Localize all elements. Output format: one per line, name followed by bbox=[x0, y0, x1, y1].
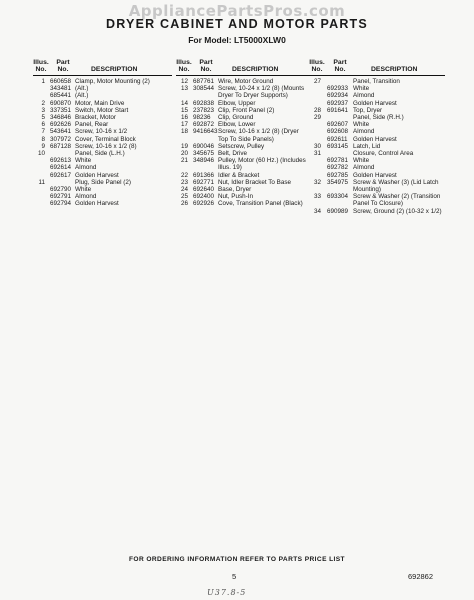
illus-number: 1 bbox=[41, 78, 45, 85]
illus-number: 24 bbox=[180, 186, 188, 194]
parts-column-1 bbox=[33, 58, 172, 208]
header-part: Part No. bbox=[56, 58, 70, 74]
parts-row bbox=[33, 136, 172, 143]
part-number: 687128 bbox=[50, 142, 72, 150]
part-description: Almond bbox=[353, 92, 375, 100]
illus-number: 34 bbox=[313, 207, 321, 215]
parts-row bbox=[309, 85, 445, 92]
part-description: (Alt.) bbox=[75, 92, 89, 100]
part-number: 692782 bbox=[327, 164, 349, 172]
parts-row bbox=[309, 157, 445, 164]
parts-row bbox=[309, 100, 445, 107]
parts-row bbox=[176, 193, 310, 200]
illus-number: 2 bbox=[41, 99, 45, 107]
parts-row bbox=[309, 143, 445, 150]
part-description: White bbox=[75, 157, 92, 165]
parts-row bbox=[176, 157, 310, 171]
part-description: Golden Harvest bbox=[353, 99, 397, 107]
parts-row bbox=[176, 200, 310, 207]
part-number: 692781 bbox=[327, 157, 349, 165]
part-description: Golden Harvest bbox=[353, 171, 397, 179]
parts-row bbox=[176, 128, 310, 142]
part-description: Nut, Idler Bracket To Base bbox=[218, 178, 292, 186]
part-description: Clamp, Motor Mounting (2) bbox=[75, 78, 150, 85]
illus-number: 17 bbox=[180, 121, 188, 129]
part-description: (Alt.) bbox=[75, 85, 89, 93]
part-description: Bracket, Motor bbox=[75, 114, 116, 122]
illus-number: 13 bbox=[180, 85, 188, 93]
part-number: 348946 bbox=[193, 157, 215, 165]
part-number: 343481 bbox=[50, 85, 72, 93]
part-description: Nut, Push-In bbox=[218, 193, 253, 201]
illus-number: 29 bbox=[313, 114, 321, 122]
illus-number: 32 bbox=[313, 178, 321, 186]
parts-row bbox=[309, 164, 445, 171]
parts-row bbox=[309, 208, 445, 215]
parts-column-2 bbox=[176, 58, 310, 208]
part-description: Belt, Drive bbox=[218, 150, 248, 158]
part-number: 692926 bbox=[193, 200, 215, 208]
illus-number: 14 bbox=[180, 99, 188, 107]
illus-number: 7 bbox=[41, 128, 45, 136]
handwritten-note: U37.8-5 bbox=[207, 588, 247, 597]
header-part: Part No. bbox=[333, 58, 347, 74]
part-number: 660658 bbox=[50, 78, 72, 85]
column-header bbox=[33, 58, 172, 76]
part-number: 237823 bbox=[193, 106, 215, 114]
part-description: White bbox=[353, 85, 370, 93]
part-number: 354975 bbox=[327, 178, 349, 186]
part-description: Almond bbox=[353, 128, 375, 136]
parts-row bbox=[309, 128, 445, 135]
part-number: 692607 bbox=[327, 121, 349, 129]
part-number: 692838 bbox=[193, 99, 215, 107]
part-description: White bbox=[353, 157, 370, 165]
header-description: DESCRIPTION bbox=[371, 66, 418, 74]
column-header bbox=[176, 58, 310, 76]
part-description: Motor, Main Drive bbox=[75, 99, 125, 107]
part-description: Closure, Control Area bbox=[353, 150, 414, 158]
parts-row bbox=[33, 157, 172, 164]
header-illus: Illus. No. bbox=[176, 58, 192, 74]
part-number: 692934 bbox=[327, 92, 349, 100]
parts-row bbox=[176, 150, 310, 157]
illus-number: 28 bbox=[313, 106, 321, 114]
part-number: 692794 bbox=[50, 200, 72, 208]
part-number: 690989 bbox=[327, 207, 349, 215]
parts-row bbox=[309, 107, 445, 114]
part-number: 692872 bbox=[193, 121, 215, 129]
part-description: Screw & Washer (3) (Lid Latch Mounting) bbox=[353, 178, 439, 194]
parts-row bbox=[176, 100, 310, 107]
part-number: 9416643 bbox=[193, 128, 218, 136]
header-illus: Illus. No. bbox=[33, 58, 49, 74]
illus-number: 27 bbox=[313, 78, 321, 85]
parts-row bbox=[176, 78, 310, 85]
part-description: White bbox=[75, 186, 92, 194]
illus-number: 15 bbox=[180, 106, 188, 114]
illus-number: 26 bbox=[180, 200, 188, 208]
parts-row bbox=[309, 136, 445, 143]
parts-row bbox=[176, 107, 310, 114]
part-number: 685441 bbox=[50, 92, 72, 100]
illus-number: 21 bbox=[180, 157, 188, 165]
part-number: 692790 bbox=[50, 186, 72, 194]
header-description: DESCRIPTION bbox=[91, 66, 138, 74]
part-description: Panel, Transition bbox=[353, 78, 400, 85]
part-description: Golden Harvest bbox=[353, 135, 397, 143]
part-description: Clip, Ground bbox=[218, 114, 254, 122]
part-description: Screw, 10-24 x 1/2 (8) (Mounts Dryer To Dryer Supports) bbox=[218, 85, 305, 100]
parts-row bbox=[33, 85, 172, 92]
part-description: Pulley, Motor (60 Hz.) (Includes Illus. 19) bbox=[218, 157, 306, 172]
part-number: 543641 bbox=[50, 128, 72, 136]
parts-row bbox=[309, 78, 445, 85]
parts-row bbox=[309, 193, 445, 207]
parts-column-3 bbox=[309, 58, 445, 215]
parts-row bbox=[176, 186, 310, 193]
part-description: Screw, 10-16 x 1/2 bbox=[75, 128, 128, 136]
part-description: Screw & Washer (2) (Transition Panel To Closure) bbox=[353, 193, 441, 208]
parts-row bbox=[33, 164, 172, 171]
illus-number: 20 bbox=[180, 150, 188, 158]
part-number: 690046 bbox=[193, 142, 215, 150]
parts-row bbox=[33, 78, 172, 85]
part-number: 692626 bbox=[50, 121, 72, 129]
part-number: 692785 bbox=[327, 171, 349, 179]
part-number: 693304 bbox=[327, 193, 349, 201]
ordering-note: FOR ORDERING INFORMATION REFER TO PARTS PRICE LIST bbox=[129, 556, 345, 563]
parts-row bbox=[33, 172, 172, 179]
parts-row bbox=[33, 121, 172, 128]
illus-number: 11 bbox=[38, 178, 45, 186]
part-description: Switch, Motor Start bbox=[75, 106, 129, 114]
page-title: DRYER CABINET AND MOTOR PARTS bbox=[106, 17, 368, 31]
parts-row bbox=[33, 179, 172, 186]
parts-row bbox=[176, 179, 310, 186]
part-description: White bbox=[353, 121, 370, 129]
part-description: Screw, 10-16 x 1/2 (8) bbox=[75, 142, 137, 150]
parts-row bbox=[309, 114, 445, 121]
part-description: Panel, Side (L.H.) bbox=[75, 150, 125, 158]
illus-number: 9 bbox=[41, 142, 45, 150]
parts-row bbox=[33, 128, 172, 135]
parts-row bbox=[176, 85, 310, 99]
parts-row bbox=[33, 150, 172, 157]
illus-number: 19 bbox=[180, 142, 188, 150]
part-description: Golden Harvest bbox=[75, 200, 119, 208]
part-number: 307972 bbox=[50, 135, 72, 143]
parts-row bbox=[309, 121, 445, 128]
part-number: 692400 bbox=[193, 193, 215, 201]
parts-row bbox=[176, 121, 310, 128]
part-description: Screw, 10-16 x 1/2 (8) (Dryer Top To Side Panels) bbox=[218, 128, 299, 143]
parts-row bbox=[309, 172, 445, 179]
part-number: 692617 bbox=[50, 171, 72, 179]
illus-number: 3 bbox=[41, 106, 45, 114]
column-header bbox=[309, 58, 445, 76]
illus-number: 16 bbox=[180, 114, 188, 122]
part-number: 692933 bbox=[327, 85, 349, 93]
model-subtitle: For Model: LT5000XLW0 bbox=[188, 35, 286, 45]
part-number: 346846 bbox=[50, 114, 72, 122]
illus-number: 12 bbox=[180, 78, 188, 85]
parts-row bbox=[33, 100, 172, 107]
parts-row bbox=[176, 143, 310, 150]
part-description: Elbow, Lower bbox=[218, 121, 256, 129]
page-number: 5 bbox=[232, 572, 237, 581]
part-number: 691641 bbox=[327, 106, 349, 114]
part-number: 692771 bbox=[193, 178, 215, 186]
part-description: Idler & Bracket bbox=[218, 171, 260, 179]
part-number: 687761 bbox=[193, 78, 215, 85]
part-number: 691366 bbox=[193, 171, 215, 179]
header-part: Part No. bbox=[199, 58, 213, 74]
part-number: 692608 bbox=[327, 128, 349, 136]
part-description: Cove, Transition Panel (Black) bbox=[218, 200, 303, 208]
parts-row bbox=[309, 92, 445, 99]
illus-number: 18 bbox=[180, 128, 188, 136]
illus-number: 5 bbox=[41, 114, 45, 122]
part-description: Top, Dryer bbox=[353, 106, 383, 114]
part-description: Latch, Lid bbox=[353, 142, 381, 150]
illus-number: 33 bbox=[313, 193, 321, 201]
part-number: 690870 bbox=[50, 99, 72, 107]
illus-number: 31 bbox=[313, 150, 321, 158]
watermark-text: AppliancePartsPros.com bbox=[128, 2, 346, 20]
part-description: Almond bbox=[75, 164, 97, 172]
document-number: 692862 bbox=[408, 572, 434, 581]
part-number: 692791 bbox=[50, 193, 72, 201]
parts-row bbox=[176, 172, 310, 179]
illus-number: 30 bbox=[313, 142, 321, 150]
part-description: Plug, Side Panel (2) bbox=[75, 178, 132, 186]
parts-row bbox=[33, 107, 172, 114]
illus-number: 22 bbox=[180, 171, 188, 179]
header-description: DESCRIPTION bbox=[232, 66, 279, 74]
part-number: 692640 bbox=[193, 186, 215, 194]
part-number: 98236 bbox=[193, 114, 211, 122]
part-description: Almond bbox=[353, 164, 375, 172]
part-number: 692613 bbox=[50, 157, 72, 165]
illus-number: 25 bbox=[180, 193, 188, 201]
part-description: Wire, Motor Ground bbox=[218, 78, 274, 85]
part-description: Panel, Rear bbox=[75, 121, 109, 129]
part-description: Setscrew, Pulley bbox=[218, 142, 265, 150]
part-number: 692611 bbox=[327, 135, 348, 143]
parts-row bbox=[33, 193, 172, 200]
part-number: 692937 bbox=[327, 99, 349, 107]
part-description: Screw, Ground (2) (10-32 x 1/2) bbox=[353, 207, 442, 215]
part-description: Elbow, Upper bbox=[218, 99, 256, 107]
part-number: 693145 bbox=[327, 142, 349, 150]
parts-row bbox=[33, 92, 172, 99]
parts-row bbox=[33, 186, 172, 193]
parts-row bbox=[309, 150, 445, 157]
illus-number: 23 bbox=[180, 178, 188, 186]
parts-row bbox=[33, 143, 172, 150]
part-description: Almond bbox=[75, 193, 97, 201]
part-description: Panel, Side (R.H.) bbox=[353, 114, 404, 122]
parts-row bbox=[33, 114, 172, 121]
part-description: Base, Dryer bbox=[218, 186, 252, 194]
part-number: 337351 bbox=[50, 106, 72, 114]
illus-number: 6 bbox=[41, 121, 45, 129]
part-number: 692614 bbox=[50, 164, 72, 172]
illus-number: 10 bbox=[37, 150, 45, 158]
parts-row bbox=[309, 179, 445, 193]
illus-number: 8 bbox=[41, 135, 45, 143]
part-description: Cover, Terminal Block bbox=[75, 135, 136, 143]
parts-row bbox=[176, 114, 310, 121]
part-number: 308544 bbox=[193, 85, 215, 93]
parts-row bbox=[33, 200, 172, 207]
part-description: Golden Harvest bbox=[75, 171, 119, 179]
part-number: 345675 bbox=[193, 150, 215, 158]
header-illus: Illus. No. bbox=[309, 58, 325, 74]
part-description: Clip, Front Panel (2) bbox=[218, 106, 275, 114]
